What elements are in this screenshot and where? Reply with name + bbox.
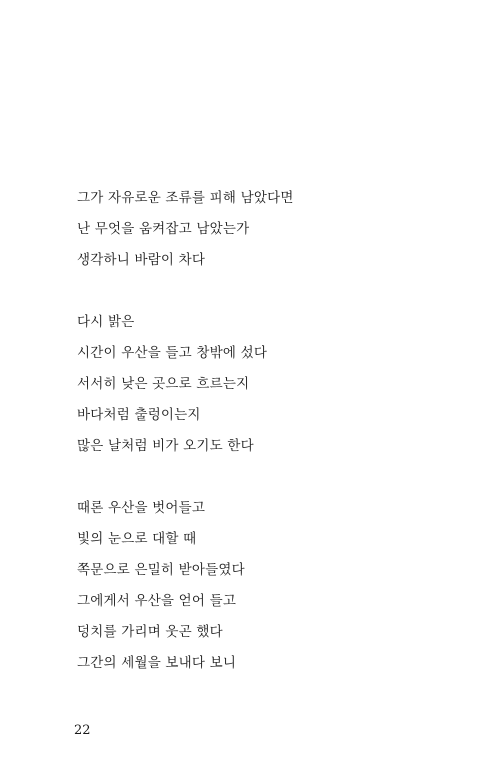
poem-line: 난 무엇을 움켜잡고 남았는가 bbox=[77, 221, 250, 237]
poem-line: 바다처럼 출렁이는지 bbox=[77, 407, 201, 423]
poem-line: 서서히 낮은 곳으로 흐르는지 bbox=[77, 376, 250, 392]
poem-body bbox=[77, 183, 457, 679]
poem-line: 그에게서 우산을 얻어 들고 bbox=[77, 593, 237, 609]
stanza-1 bbox=[77, 183, 457, 276]
stanza-3 bbox=[77, 493, 457, 679]
poem-line: 다시 밝은 bbox=[77, 314, 135, 330]
poem-line: 시간이 우산을 들고 창밖에 섰다 bbox=[77, 345, 268, 361]
poem-line: 쪽문으로 은밀히 받아들였다 bbox=[77, 562, 245, 578]
poem-line: 그간의 세월을 보내다 보니 bbox=[77, 655, 237, 671]
stanza-2 bbox=[77, 307, 457, 462]
poem-line: 생각하니 바람이 차다 bbox=[77, 252, 206, 268]
poem-line: 많은 날처럼 비가 오기도 한다 bbox=[77, 438, 254, 454]
poem-line: 빛의 눈으로 대할 때 bbox=[77, 531, 197, 547]
poem-line: 덩치를 가리며 웃곤 했다 bbox=[77, 624, 223, 640]
poem-line: 때론 우산을 벗어들고 bbox=[77, 500, 206, 516]
page-number: 22 bbox=[74, 723, 91, 738]
poem-line: 그가 자유로운 조류를 피해 남았다면 bbox=[77, 190, 294, 206]
